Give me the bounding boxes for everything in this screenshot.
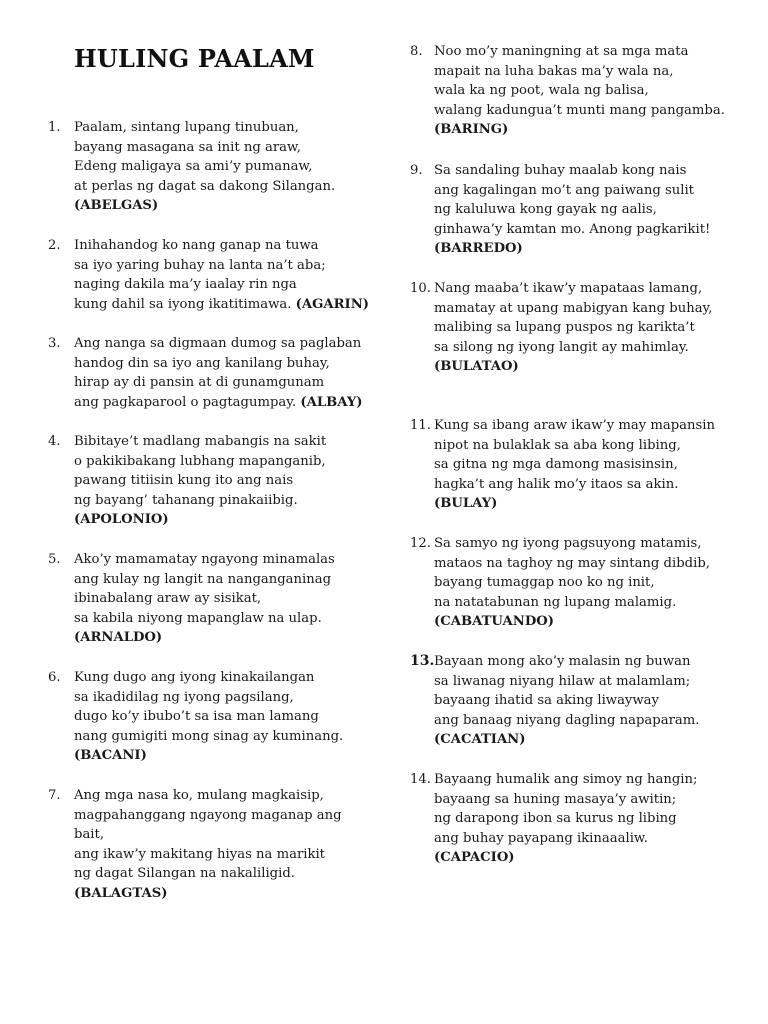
verse-line: Kung sa ibang araw ikaw’y may mapansin [434, 418, 716, 433]
stanza-number: 10. [410, 281, 431, 296]
verse-line: ng kaluluwa kong gayak ng aalis, [434, 202, 657, 218]
stanza-number: 9. [410, 163, 423, 178]
verse-line: bayaang ihatid sa aking liwayway [434, 693, 659, 709]
stanza-1 [48, 118, 336, 216]
verse-line: Sa sandaling buhay maalab kong nais [434, 163, 687, 178]
stanza-number: 3. [48, 336, 61, 351]
stanza-number: 11. [410, 418, 431, 433]
verse-line: ginhawa’y kamtan mo. Anong pagkarikit! [434, 221, 711, 237]
verse-line: ng bayang’ tahanang pinakaiibig. [74, 492, 298, 508]
verse-line: sa gitna ng mga damong masisinsin, [434, 457, 678, 473]
stanza-number: 13. [410, 653, 435, 669]
stanza-author: (BALAGTAS) [74, 885, 168, 901]
verse-line: handog din sa iyo ang kanilang buhay, [74, 355, 330, 371]
verse-line: Noo mo’y maningning at sa mga mata [434, 44, 689, 59]
verse-line-text: kung dahil sa iyong ikatitimawa. [74, 296, 292, 312]
verse-line: Bayaang humalik ang simoy ng hangin; [434, 772, 698, 787]
verse-line: Bibitaye’t madlang mabangis na sakit [74, 434, 327, 449]
verse-line: pawang titiisin kung ito ang nais [74, 473, 294, 489]
verse-line: ang buhay payapang ikinaaaliw. [434, 830, 648, 846]
verse-line: ang kagalingan mo’t ang paiwang sulit [434, 182, 694, 198]
verse-line: ibinabalang araw ay sisikat, [74, 591, 262, 607]
stanza-number: 4. [48, 434, 61, 449]
verse-line: walang kadungua’t munti mang pangamba. [434, 102, 725, 118]
verse-line: ng darapong ibon sa kurus ng libing [434, 811, 677, 827]
verse-line-with-author [74, 295, 369, 315]
verse-line: mapait na luha bakas ma’y wala na, [434, 63, 674, 79]
stanza-author: (ARNALDO) [74, 630, 163, 646]
verse-line: mamatay at upang mabigyan kang buhay, [434, 300, 713, 316]
verse-line: Nang maaba’t ikaw’y mapataas lamang, [434, 281, 703, 296]
stanza-author: (CAPACIO) [434, 850, 515, 866]
stanza-number: 2. [48, 238, 61, 253]
verse-line: nipot na bulaklak sa aba kong libing, [434, 437, 681, 453]
stanza-number: 14. [410, 772, 431, 787]
stanza-7 [48, 786, 342, 904]
verse-line: sa liwanag niyang hilaw at malamlam; [434, 673, 691, 689]
verse-line-with-author [74, 393, 363, 413]
stanza-9 [410, 161, 711, 259]
verse-line: hagka’t ang halik mo’y itaos sa akin. [434, 476, 679, 492]
stanza-6 [48, 668, 344, 766]
verse-line: ang ikaw’y makitang hiyas na marikit [74, 846, 325, 862]
stanza-author: (CACATIAN) [434, 732, 526, 748]
stanza-13 [410, 652, 700, 750]
verse-line: ng dagat Silangan na nakaliligid. [74, 866, 295, 882]
verse-line: sa iyo yaring buhay na lanta na’t aba; [74, 257, 326, 273]
stanza-author: (BACANI) [74, 748, 147, 764]
verse-line: sa silong ng iyong langit ay mahimlay. [434, 339, 689, 355]
stanza-5 [48, 550, 335, 648]
verse-line: nang gumigiti mong sinag ay kuminang. [74, 728, 344, 744]
verse-line: Kung dugo ang iyong kinakailangan [74, 670, 315, 685]
stanza-author: (BARREDO) [434, 241, 523, 257]
stanza-8 [410, 42, 725, 140]
stanza-number: 8. [410, 44, 423, 59]
verse-line: na natatabunan ng lupang malamig. [434, 594, 677, 610]
stanza-author: (APOLONIO) [74, 512, 169, 528]
stanza-number: 5. [48, 552, 61, 567]
stanza-number: 7. [48, 788, 61, 803]
verse-line: bait, [74, 827, 105, 843]
verse-line-text: ang pagkaparool o pagtagumpay. [74, 394, 297, 410]
verse-line: Inihahandog ko nang ganap na tuwa [74, 238, 319, 253]
verse-line: bayaang sa huning masaya’y awitin; [434, 791, 677, 807]
page-title: HULING PAALAM [74, 44, 315, 73]
stanza-14 [410, 770, 698, 868]
verse-line: o pakikibakang lubhang mapanganib, [74, 453, 326, 469]
stanza-11 [410, 416, 716, 514]
verse-line: ang banaag niyang dagling napaparam. [434, 712, 700, 728]
verse-line: Ako’y mamamatay ngayong minamalas [74, 552, 335, 567]
stanza-10 [410, 279, 713, 377]
stanza-number: 6. [48, 670, 61, 685]
stanza-4 [48, 432, 327, 530]
verse-line: Paalam, sintang lupang tinubuan, [74, 120, 299, 135]
verse-line: bayang masagana sa init ng araw, [74, 139, 301, 155]
verse-line: Ang nanga sa digmaan dumog sa paglaban [74, 336, 362, 351]
verse-line: malibing sa lupang puspos ng karikta’t [434, 320, 695, 336]
stanza-author: (ALBAY) [300, 394, 363, 410]
verse-line: bayang tumaggap noo ko ng init, [434, 575, 655, 591]
verse-line: wala ka ng poot, wala ng balisa, [434, 83, 649, 99]
verse-line: ang kulay ng langit na nanganganinag [74, 571, 332, 587]
stanza-author: (BULAY) [434, 496, 498, 512]
verse-line: at perlas ng dagat sa dakong Silangan. [74, 178, 336, 194]
stanza-author: (BARING) [434, 122, 509, 138]
verse-line: Sa samyo ng iyong pagsuyong matamis, [434, 536, 702, 551]
verse-line: hirap ay di pansin at di gunamgunam [74, 375, 325, 391]
stanza-author: (ABELGAS) [74, 198, 159, 214]
stanza-3 [48, 334, 363, 412]
stanza-12 [410, 534, 710, 632]
stanza-author: (CABATUANDO) [434, 614, 554, 630]
stanza-author: (AGARIN) [295, 296, 370, 312]
stanza-number: 1. [48, 120, 61, 135]
verse-line: magpahanggang ngayong maganap ang [74, 807, 342, 823]
verse-line: Edeng maligaya sa ami’y pumanaw, [74, 159, 313, 175]
verse-line: mataos na taghoy ng may sintang dibdib, [434, 555, 710, 571]
verse-line: Bayaan mong ako’y malasin ng buwan [434, 654, 691, 669]
verse-line: naging dakila ma’y iaalay rin nga [74, 277, 297, 293]
stanza-number: 12. [410, 536, 431, 551]
verse-line: sa kabila niyong mapanglaw na ulap. [74, 610, 322, 626]
stanza-2 [48, 236, 370, 314]
stanza-author: (BULATAO) [434, 359, 519, 375]
verse-line: dugo ko’y ibubo’t sa isa man lamang [74, 709, 319, 725]
verse-line: Ang mga nasa ko, mulang magkaisip, [74, 788, 324, 803]
verse-line: sa ikadidilag ng iyong pagsilang, [74, 689, 294, 705]
